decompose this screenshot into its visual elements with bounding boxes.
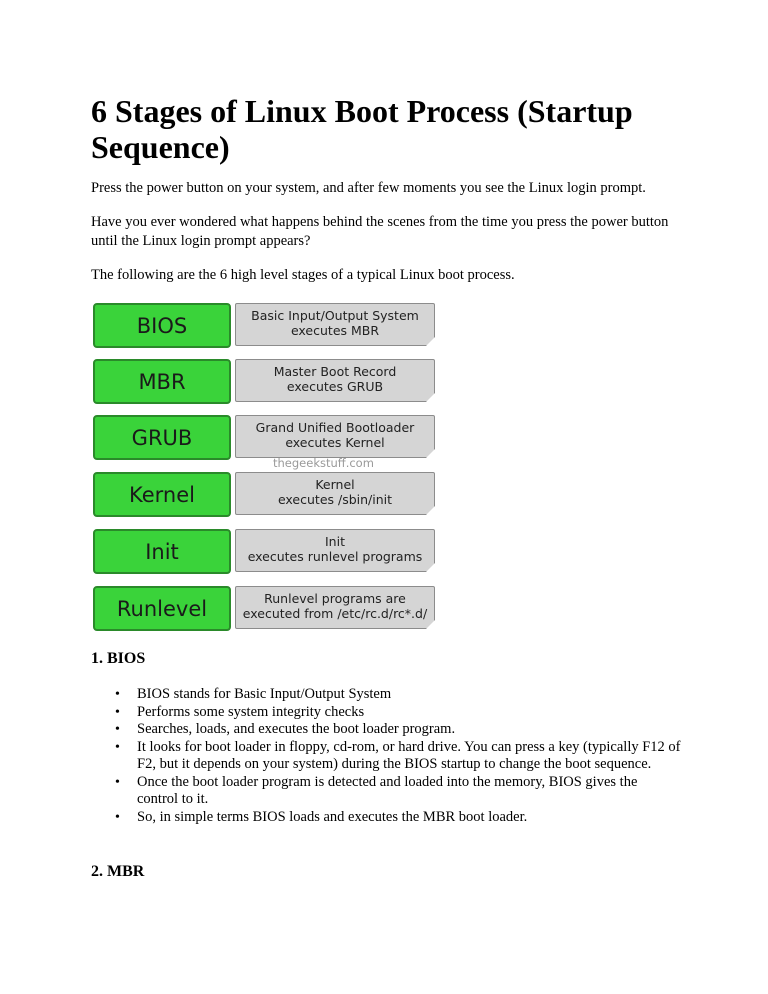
list-item-text: Searches, loads, and executes the boot loader program. bbox=[137, 721, 456, 737]
bullet-icon: • bbox=[115, 809, 120, 825]
bullet-icon: • bbox=[115, 722, 120, 737]
bios-bullet-list bbox=[91, 686, 681, 826]
stage-desc-runlevel bbox=[235, 586, 435, 629]
list-item bbox=[91, 774, 681, 809]
bullet-icon: • bbox=[115, 687, 120, 702]
stage-desc-mbr bbox=[235, 359, 435, 402]
stage-desc-line: Basic Input/Output System bbox=[251, 308, 419, 323]
stage-desc-grub bbox=[235, 415, 435, 458]
section-heading-bios: 1. BIOS bbox=[91, 650, 146, 667]
stage-desc-line: Master Boot Record bbox=[273, 364, 397, 379]
list-item-text: So, in simple terms BIOS loads and executes the MBR boot loader. bbox=[137, 808, 528, 825]
list-item-text: Once the boot loader program is detected and loaded into the memory, BIOS gives the control to it. bbox=[137, 773, 638, 807]
bullet-icon: • bbox=[115, 739, 120, 755]
list-item-text: It looks for boot loader in floppy, cd-rom, or hard drive. You can press a key (typically F12 of F2, but it depends on your system) during the BIOS startup to change the boot sequence. bbox=[137, 738, 681, 772]
list-item bbox=[91, 704, 681, 722]
stage-desc-line: Runlevel programs are bbox=[264, 591, 406, 606]
stage-desc-line: executed from /etc/rc.d/rc*.d/ bbox=[242, 606, 428, 621]
stage-desc-line: executes GRUB bbox=[286, 379, 384, 394]
stage-box-init: Init bbox=[93, 529, 231, 574]
stage-box-mbr: MBR bbox=[93, 359, 231, 404]
page-title: 6 Stages of Linux Boot Process (Startup Sequence) bbox=[91, 93, 633, 165]
stage-desc-kernel bbox=[235, 472, 435, 515]
intro-paragraph-2: Have you ever wondered what happens behind the scenes from the time you press the power button until the Linux login prompt appears? bbox=[91, 214, 669, 249]
stage-desc-line: Grand Unified Bootloader bbox=[255, 420, 415, 435]
stage-desc-line: executes MBR bbox=[290, 323, 380, 338]
stage-desc-line: Init bbox=[325, 534, 345, 549]
stage-desc-line: Kernel bbox=[315, 477, 355, 492]
watermark-text: thegeekstuff.com bbox=[273, 456, 374, 470]
stage-box-bios: BIOS bbox=[93, 303, 231, 348]
list-item bbox=[91, 721, 681, 739]
boot-stages-diagram bbox=[91, 297, 439, 633]
intro-paragraph-3: The following are the 6 high level stages of a typical Linux boot process. bbox=[91, 267, 515, 283]
stage-box-kernel: Kernel bbox=[93, 472, 231, 517]
list-item-text: Performs some system integrity checks bbox=[137, 703, 365, 720]
bullet-icon: • bbox=[115, 774, 120, 790]
intro-paragraph-1: Press the power button on your system, and after few moments you see the Linux login prompt. bbox=[91, 180, 646, 196]
stage-desc-init bbox=[235, 529, 435, 572]
stage-box-runlevel: Runlevel bbox=[93, 586, 231, 631]
list-item bbox=[91, 739, 681, 774]
list-item-text: BIOS stands for Basic Input/Output System bbox=[137, 686, 392, 702]
list-item bbox=[91, 809, 681, 827]
stage-desc-bios bbox=[235, 303, 435, 346]
list-item bbox=[91, 686, 681, 704]
stage-desc-line: executes /sbin/init bbox=[277, 492, 393, 507]
stage-desc-line: executes Kernel bbox=[285, 435, 385, 450]
stage-desc-line: executes runlevel programs bbox=[247, 549, 423, 564]
stage-box-grub: GRUB bbox=[93, 415, 231, 460]
bullet-icon: • bbox=[115, 704, 120, 720]
section-heading-mbr: 2. MBR bbox=[91, 863, 145, 880]
